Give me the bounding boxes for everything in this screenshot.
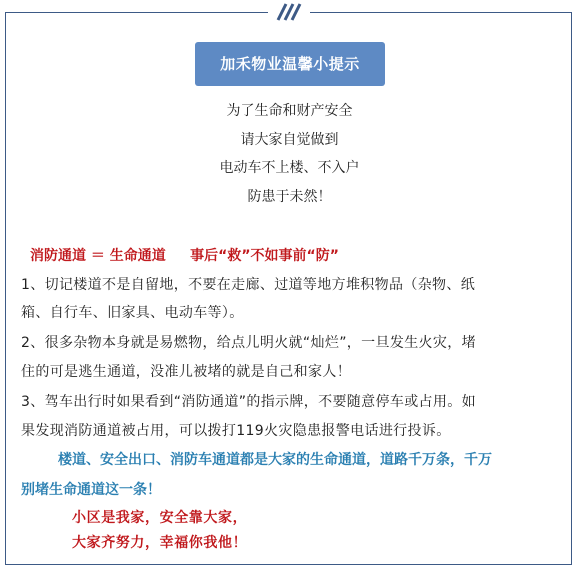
point-line: 果发现消防通道被占用，可以拨打119火灾隐患报警电话进行投诉。 [21,423,451,439]
notice-title: 加禾物业温馨小提示 [195,42,385,86]
point-line: 1、切记楼道不是自留地，不要在走廊、过道等地方堆积物品（杂物、纸 [21,277,476,293]
point-line: 住的可是逃生通道，没准儿被堵的就是自己和家人！ [21,364,352,380]
closing-line: 大家齐努力，幸福你我他！ [72,535,248,551]
point-line: 2、很多杂物本身就是易燃物，给点儿明火就“灿烂”，一旦发生火灾，堵 [21,335,476,351]
point-line: 3、驾车出行时如果看到“消防通道”的指示牌，不要随意停车或占用。如 [21,394,476,410]
highlight-line: 别堵生命通道这一条！ [21,482,161,498]
intro-line: 防患于未然！ [247,189,332,205]
point-line: 箱、自行车、旧家具、电动车等）。 [21,305,244,321]
intro-line: 为了生命和财产安全 [226,103,353,119]
slash-decoration-icon [272,2,306,22]
intro-line: 请大家自觉做到 [240,132,339,148]
highlight-line: 楼道、安全出口、消防车通道都是大家的生命通道，道路千万条，千万 [58,452,492,468]
intro-line: 电动车不上楼、不入户 [219,160,360,176]
fire-lane-slogan: 消防通道 ＝ 生命通道 事后“救”不如事前“防” [30,248,339,264]
closing-line: 小区是我家，安全靠大家， [72,510,248,526]
